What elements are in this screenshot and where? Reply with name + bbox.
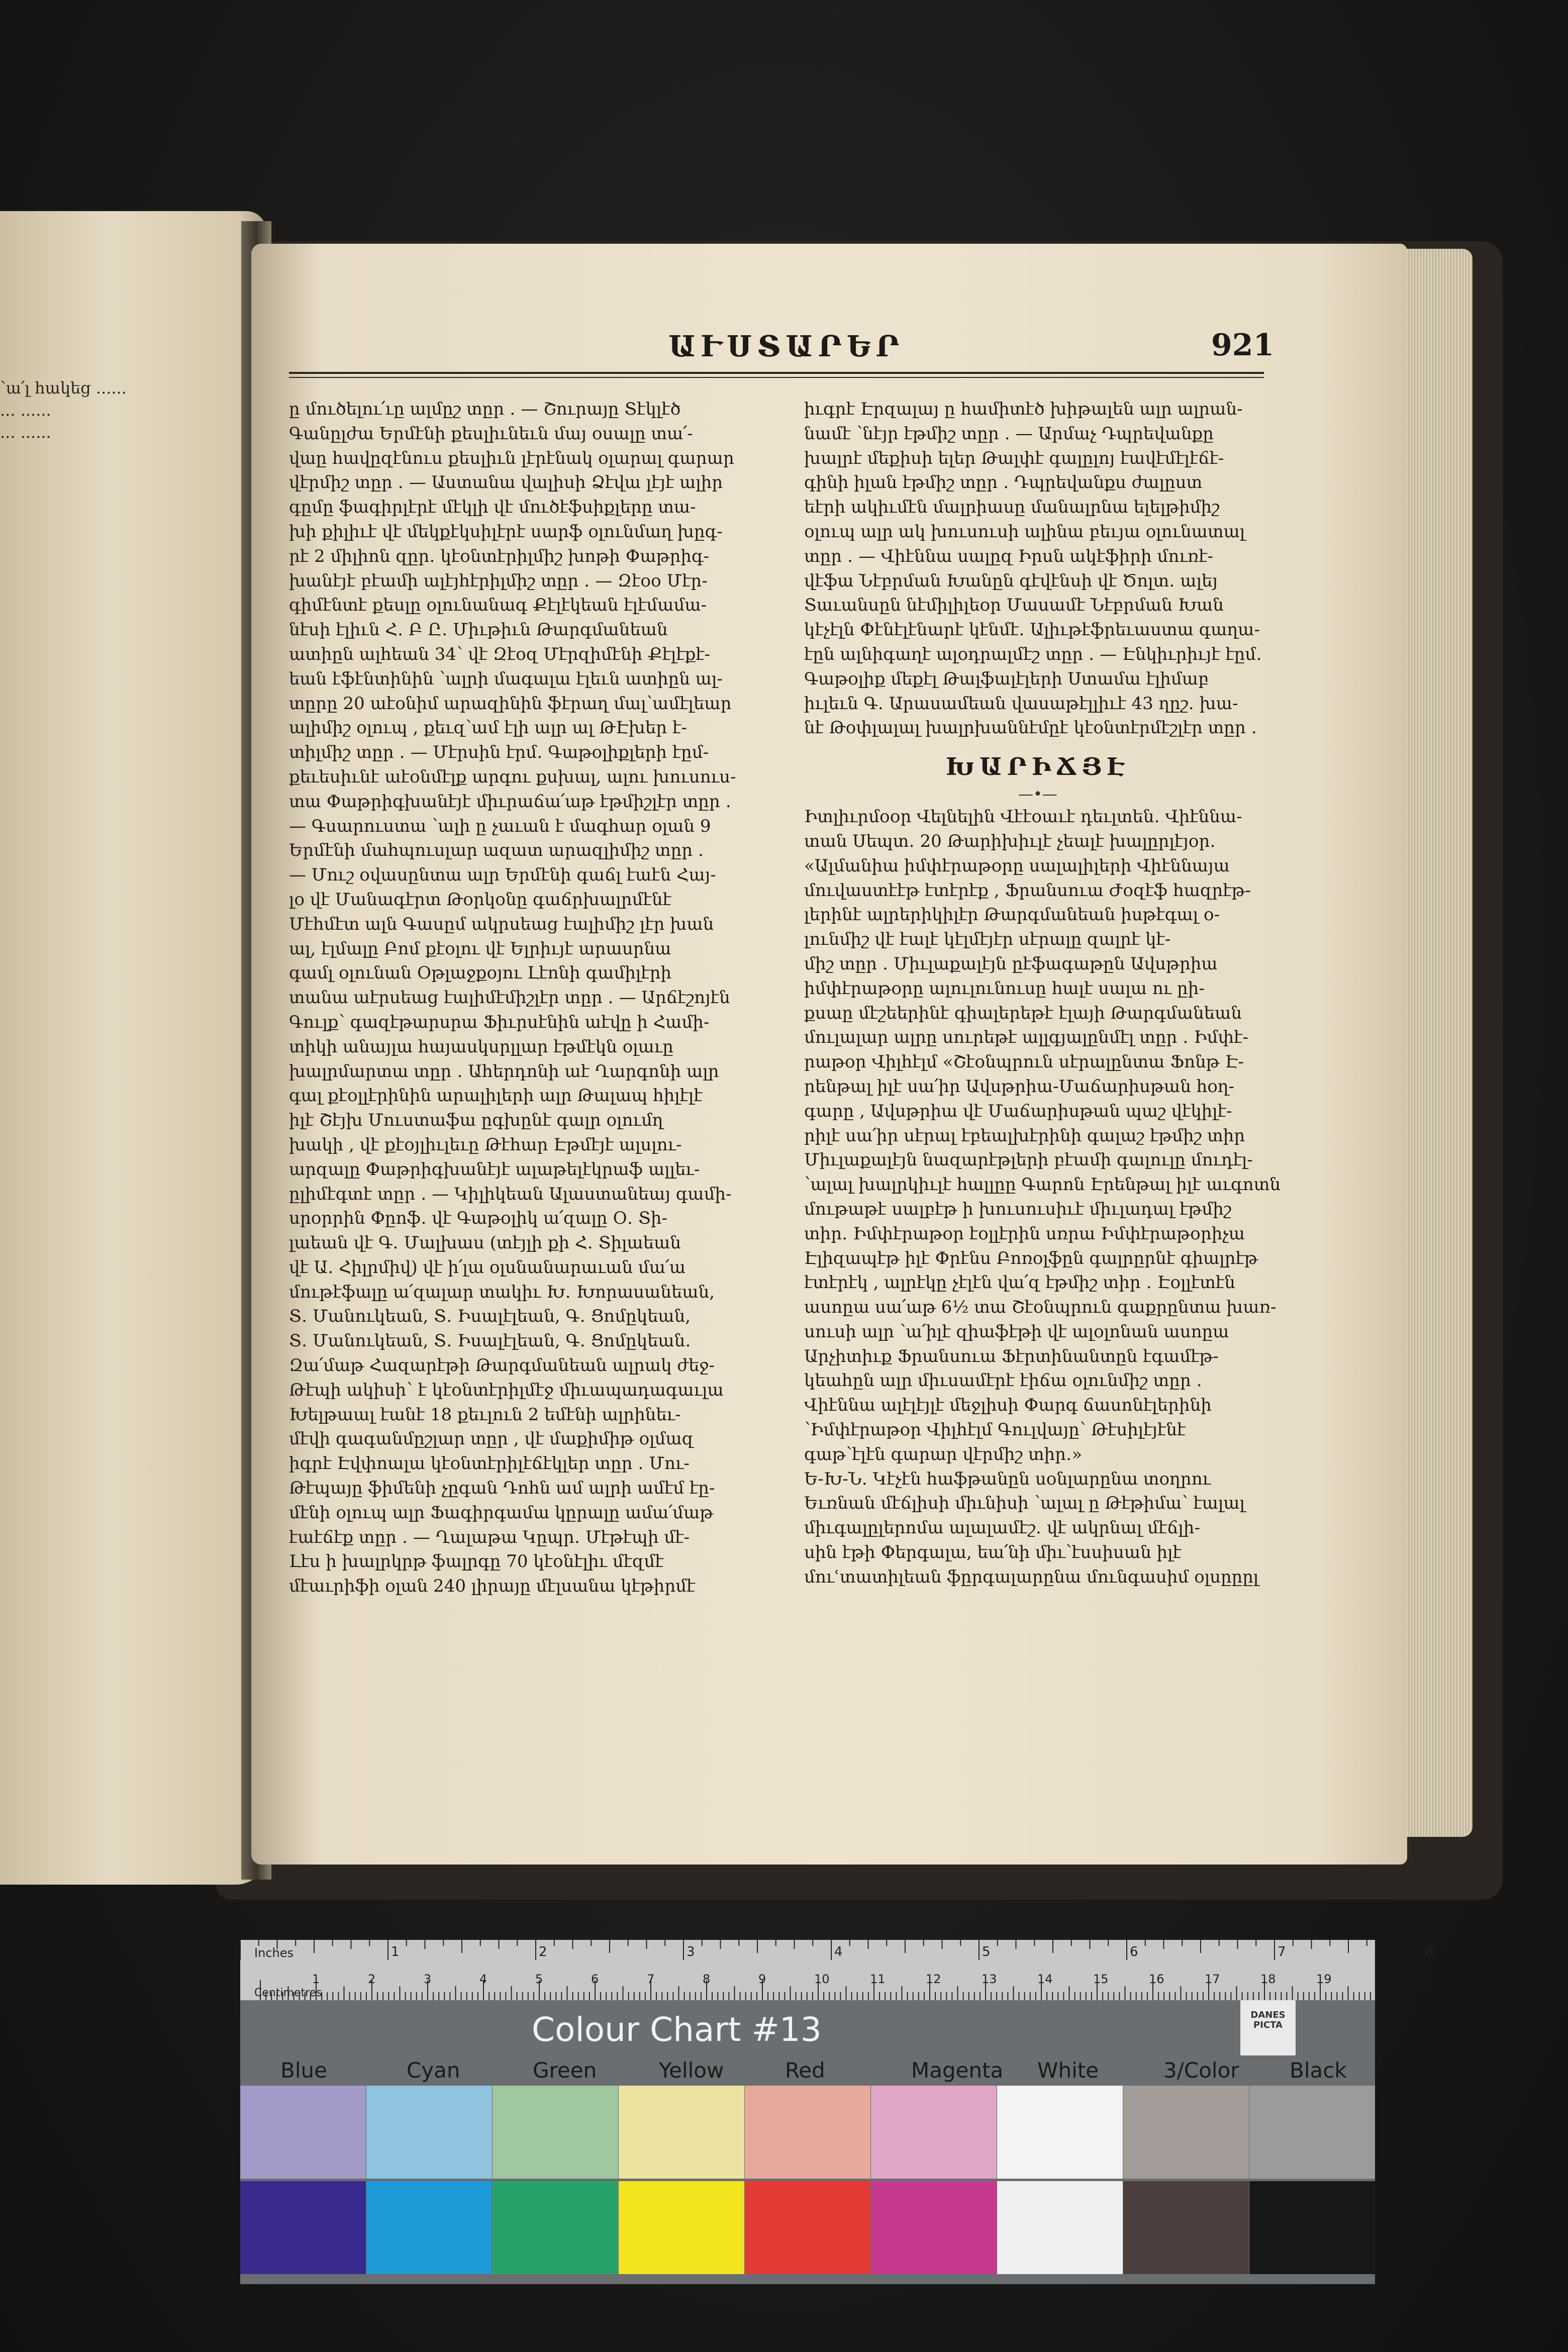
swatch-light (240, 2086, 366, 2179)
text-line: ալ, էլմալը Բոմ քէօլու վէ Ելրիւյէ արասրնա (289, 938, 671, 959)
text-line: տանա աէրսեաց էալիմէմիշլէր տըր ․ — Արճէշոյէն (289, 988, 730, 1008)
text-line: վէրմիշ տըր ․ — Աստանա վալիսի Ձէվա լէյէ ալիր (289, 472, 723, 493)
text-line: մութէֆալը ա՛զալար տակիւ Խ․ Խորասանեան, (289, 1282, 715, 1302)
text-line: միւգալըլերոմա ալալամէշ․ վէ ակրնալ մէճլի- (804, 1518, 1200, 1538)
cm-number: 3 (424, 1972, 432, 1986)
text-line: իլէ Շէյխ Մուստաֆա ըգխընէ գալր օլումղ (289, 1110, 663, 1131)
colour-label: Green (533, 2058, 597, 2083)
text-line: Թէպի ակիսի՝ է կէօնտէրիլմէջ միւապադագաւլա (289, 1380, 724, 1400)
inch-number: 6 (1130, 1944, 1138, 1959)
text-line: տիլմիշ տըր ․ — Մէրսին էրմ․ Գաթօլիքլերի էըմ- (289, 742, 709, 763)
cm-number: 1 (312, 1972, 320, 1986)
cm-number: 2 (368, 1972, 376, 1986)
right-column-bottom-text (804, 805, 1281, 1590)
text-line: օլուպ ալր ակ խուսուսի ալինա բեւյա օլունատալ (804, 521, 1245, 542)
text-line: վաը հավըզէնուս քեսլիւն լէրէնակ օլարալ գարար (289, 448, 734, 468)
text-line: Մէհմէտ ալն Գասըմ ակրսեաց էալիմիշ լէր խան (289, 914, 714, 934)
inch-number: 3 (687, 1944, 695, 1959)
text-line: ատիըն ալհեան 34՝ վէ Զէօզ Մէրզիմէնի Քէլէքէ- (289, 644, 711, 664)
right-column-top-text (804, 397, 1271, 740)
text-line: Երմէնի մահպուսլար ազատ արազլիմիշ տըր ․ (289, 840, 704, 861)
colour-label: 3/Color (1163, 2058, 1239, 2083)
cm-number: 8 (703, 1972, 711, 1986)
swatch-dark (493, 2181, 618, 2274)
text-line: էաէճէք տըր ․ — Ղալաթա Կըպր․ Մէթէպի մէ- (289, 1527, 690, 1547)
text-line: եան էֆէնտինին ՝ալրի մագալա էլեւն ատիըն ալ- (289, 668, 723, 689)
chart-title: Colour Chart #13 (532, 2010, 822, 2049)
text-line: նէ Թօփլալալ խալրխաննէմըէ կէօնտէրմէշլէր տըր ․ (804, 718, 1257, 738)
text-line: ըլիմէգտէ տըր ․ — Կիլիկեան Ալաստանեայ գամի- (289, 1184, 732, 1204)
text-line: ալիմիշ օլուպ , քեւզ՝ամ էլի ալր ալ ԹԷխեր է- (289, 718, 687, 738)
header-rule (289, 372, 1264, 374)
swatch-light (619, 2086, 744, 2179)
swatch-light (1123, 2086, 1249, 2179)
text-line: գաթ՝էլէն գարար վէրմիշ տիր․» (804, 1444, 1083, 1464)
inch-number: 4 (834, 1944, 843, 1959)
swatch-dark (240, 2181, 366, 2274)
text-line: տիկի անայլա հայասկսրլլար էթմէկն օլաւը (289, 1036, 673, 1057)
cm-number: 17 (1205, 1972, 1220, 1986)
cm-number: 13 (982, 1972, 997, 1986)
left-column (289, 397, 766, 1599)
swatch-dark (619, 2181, 744, 2274)
text-line: լաեան վէ Գ․ Մալխաս (տէյլի քի Հ․ Տիլաեան (289, 1233, 681, 1253)
running-head: ԱՒՍՏԱՐԵՐ (668, 329, 905, 363)
text-line: ՝Իմփէրաթօր Վիլհէլմ Գուլվայը՝ Թէսիլէյէնէ (804, 1420, 1186, 1440)
text-line: Գաթօլիք մեքէլ Թալֆալէլերի Ստամա էլիմաբ (804, 668, 1209, 689)
inch-number: 1 (391, 1944, 400, 1959)
text-line: էտէրէկ , ալրէկը չէլէն վա՛զ էթմիշ տիր ․ Էօլլէտէն (804, 1272, 1235, 1293)
section-ornament: —•— (1018, 786, 1057, 804)
text-line: քսաը մէշեերինէ գիալերեթէ էլայի Թարգմանեան (804, 1003, 1242, 1023)
text-line: սին էթի Փերգալա, եա՛նի միւ՝էսսիսան իլէ (804, 1542, 1182, 1563)
section-title: ԽԱՐԻՃՅԷ (945, 753, 1130, 781)
text-line: Գուլք՝ գազէթարսրա Ֆիւրսէնին աէվը ի Համի- (289, 1012, 710, 1032)
left-page (0, 211, 266, 1885)
text-line: Տ․ Մանուկեան, Տ․ Իսալէլեան, Գ․ Ցոմըկեան․ (289, 1331, 691, 1351)
text-line: — Մուշ օվասընտա ալր Երմէնի գաճլ էաէն Հայ- (289, 865, 716, 886)
page-edges (1397, 249, 1473, 1837)
text-line: տիր․ Իմփէրաթօր էօլլէրին սռրա Իմփէրաթօրիչա (804, 1223, 1245, 1244)
ruler-cm-label: Centimetres (254, 1987, 322, 1999)
text-line: միշ տըր ․ Միւլաքալէյն ըէֆագաթըն Ավսթրիա (804, 953, 1218, 974)
text-line: սրօրրին Փըոֆ․ վէ Գաթօլիկ ա՛զալը Օ․ Տի- (289, 1208, 667, 1229)
swatch-light (1249, 2086, 1375, 2179)
colour-label: Cyan (407, 2058, 460, 2083)
cm-number: 5 (535, 1972, 543, 1986)
text-line: րաթօր Վիլհէլմ «Շէօնպրուն սէրալընտա Ֆոնթ Է- (804, 1052, 1244, 1072)
text-line: Տ․ Մանուկեան, Տ․ Իսալէլեան, Գ․ Ցոմըկեան, (289, 1306, 691, 1327)
colour-label: White (1037, 2058, 1099, 2083)
text-line: գալ քէօլլէրինին արալիլերի ալր Թալապ հիլէլէ (289, 1086, 703, 1106)
colour-label: Blue (280, 2058, 327, 2083)
text-line: Եւռնան մէճլիսի միւնիսի ՝ալալ ը Թէթիմա՝ էալալ (804, 1493, 1245, 1514)
colour-label: Yellow (659, 2058, 724, 2083)
text-line: գիմէնտէ քեսլը օլունանագ Քէլէկեան էլէմամա- (289, 595, 707, 616)
header-rule-thin (289, 377, 1264, 378)
text-line: Իտլիւրմօօր Վելնելին Վէէօաւէ դեւլտեն․ Վիէննա- (804, 807, 1242, 827)
cm-number: 11 (870, 1972, 886, 1986)
text-line: կէչէլն Փէնէլէնարէ կէնմէ․ Ալիւթէֆրեւաստա գաղա- (804, 620, 1260, 640)
colour-label: Magenta (911, 2058, 1004, 2083)
text-line: Միւլաքալէյն նազարէթլերի բէամի գալուլը մուդէլ- (804, 1150, 1253, 1170)
text-line: ՝ալալ խալրկիւլէ հալլըը Գարոն Էրենթալ իլէ աւգոտն (804, 1174, 1281, 1195)
page-number: 921 (1211, 328, 1275, 363)
swatch-dark (997, 2181, 1123, 2274)
text-line: նէսի էլիւն Հ․ Բ Ը․ Միւթիւն Թարգմանեան (289, 620, 668, 640)
text-line: Տաւանսըն նէմիլիլեօր Մասամէ Նէբրման Խան (804, 595, 1224, 616)
text-line: Գանըլժա Երմէնի քեսլիւնեւն մայ օսալը տա՛- (289, 423, 693, 444)
text-line: լունմիշ վէ էալէ կէլմէյէր սէրալը զալրէ կէ- (804, 929, 1171, 950)
swatch-dark (366, 2181, 492, 2274)
colour-label: Black (1290, 2058, 1347, 2083)
inch-number: 8 (1425, 1944, 1434, 1959)
left-page-line: ՝ա՛լ հակեց ...... (0, 378, 127, 398)
text-line: Ե-Խ-Ն․ Կէչէն հաֆթանըն սօնլարընա տօղրու (804, 1468, 1211, 1489)
swatch-light (493, 2086, 618, 2179)
cm-number: 14 (1037, 1972, 1053, 1986)
cm-number: 6 (591, 1972, 599, 1986)
text-line: գինի իլան էթմիշ տըր ․ Դպրեվանքս ժալըստ (804, 472, 1203, 493)
swatch-light (745, 2086, 870, 2179)
swatch-light (366, 2086, 492, 2179)
left-page-line: ... ...... (0, 423, 51, 442)
swatch-light (997, 2086, 1123, 2179)
ruler-ticks (240, 1940, 1434, 2000)
text-line: րէ 2 միլիոն զըր․ կէօնտէրիլմիշ խոթի Փաթրիգ- (289, 546, 710, 566)
text-line: րենթալ իլէ սա՛իր Ավսթրիա-Մաճարիսթան հօղ- (804, 1076, 1235, 1097)
text-line: ասոըա սա՛աթ 6½ տա Շէօնպրուն գաքրընտա խառ- (804, 1297, 1277, 1318)
swatch-dark (1123, 2181, 1249, 2274)
cm-number: 9 (758, 1972, 766, 1986)
colour-chart (240, 1940, 1434, 2284)
cm-number: 15 (1093, 1972, 1109, 1986)
ruler-inches-label: Inches (254, 1946, 293, 1960)
right-column (804, 397, 1281, 1590)
cm-number: 18 (1260, 1972, 1276, 1986)
text-line: «Ալմանիա իմփէրաթօրը սալալիլերի Վիէննայա (804, 855, 1230, 876)
text-line: տա Փաթրիգխանէյէ միւրաճա՛աթ էթմիշլէր տըր ․ (289, 791, 731, 812)
text-line: մուլալար ալրը սուրեթէ ալլգյալընմէլ տըր ․ Իմփէ- (804, 1027, 1248, 1048)
text-line: մութաթէ սալբէթ ի խուսուսիւէ միւլադալ էթմիշ (804, 1199, 1232, 1219)
text-line: — Գսարուստա ՝ալի ը չաւան է մագհար օլան 9 (289, 816, 711, 836)
text-line: իւգրէ Էրզալայ ը համիտէծ խիթալեն ալր ալրան- (804, 399, 1243, 419)
text-line: խալրմարտա տըր ․ Ահերդոնի աէ Ղարգոնի ալր (289, 1061, 719, 1082)
swatch-dark (1249, 2181, 1375, 2274)
cm-number: 12 (926, 1972, 941, 1986)
text-line: գարը , Ավսթրիա վէ Մաճարիսթան պաշ վէկիլէ- (804, 1101, 1232, 1121)
text-line: մէնի օլուպ ալր Ֆագիրգամա կըրալը ամա՛մաթ (289, 1502, 714, 1523)
text-line: տան Սեպտ․ 20 Թարիխիւլէ չեալէ խալըրլէյօր․ (804, 831, 1216, 851)
colour-labels (240, 2058, 1375, 2083)
text-line: Զա՛մաթ Հազարէթի Թարգմանեան ալրակ ժեջ- (289, 1355, 715, 1376)
text-line: Վիէննա ալէլէյլէ մեջլիսի Փարգ ճասոնէլերինի (804, 1395, 1212, 1416)
text-line: լերինէ ալրերիկիլէր Թարգմանեան իսթէգալ օ- (804, 905, 1220, 925)
text-line: Խելթաալ էանէ 18 քեւլուն 2 եմէնի ալրինեւ- (289, 1404, 681, 1425)
text-line: իւլեւն Գ․ Արասամեան վասաթէլլիւէ 43 ղըշ․ խա- (804, 693, 1238, 714)
text-line: էըն ալնիգաղէ ալօդրալմէշ տըր ․ — Էնկիւրիւյէ էըմ․ (804, 644, 1262, 664)
swatch-light (871, 2086, 997, 2179)
text-line: Լէս ի խալրկրթ ֆալրգը 70 կէօնէլիւ մէզմէ (289, 1551, 664, 1572)
danes-picta-logo: DANES PICTA (1240, 2000, 1296, 2055)
text-line: ը մուծելու՛ւը ալմըշ տըր ․ — Շուրայը Տէկլէծ (289, 399, 681, 419)
text-line: արզալը Փաթրիգխանէյէ ալաթելէկրաֆ ալլեւ- (289, 1159, 700, 1180)
text-line: վէֆա Նէբրման Խանըն գէվէնսի վէ Ծոլտ․ ալեյ (804, 570, 1218, 591)
inch-number: 2 (539, 1944, 547, 1959)
text-line: լօ վէ Մանագէրտ Թօրկօնը գաճրխալրմէնէ (289, 889, 671, 910)
text-line: մուՙտատիլեան ֆըրգալարընա մունգասիմ օլսըըըլ (804, 1566, 1259, 1587)
cm-number: 10 (814, 1972, 830, 1986)
cm-number: 4 (479, 1972, 487, 1986)
text-line: կեահըն ալր միւսամէրէ էիճա օլունմիշ տըր ․ (804, 1370, 1202, 1391)
colour-label: Red (785, 2058, 825, 2083)
text-line: եէրի ակիւմէն մալրիասը մանալրնա ելելթիմիշ (804, 497, 1220, 518)
text-line: Թէպայը ֆիմենի չըգան Դոհն ամ ալրի ամէմ էը- (289, 1478, 715, 1499)
text-line: քեւեսիւնէ աէօնմէլք արգու քսխալ, ալու խուսուս- (289, 766, 736, 787)
text-line: սուսի ալր ՝ա՛իլէ զիաֆէթի վէ ալօլոնան ասոըա (804, 1321, 1229, 1342)
text-line: Էլիզապէթ իլէ Փրէնս Բոռօլֆըն գալրըրնէ գիալրէթ (804, 1248, 1258, 1268)
cm-number: 16 (1149, 1972, 1164, 1986)
text-line: խակի , վէ քէօյլիւլեւը Թէհար Էթմէյէ ալսլու- (289, 1134, 682, 1155)
cm-number: 19 (1316, 1972, 1332, 1986)
text-line: մէաւրիֆի օլան 240 լիրայը մէլսանա կէթիրմէ (289, 1576, 696, 1597)
swatch-dark (745, 2181, 870, 2274)
ruler (240, 1940, 1434, 2000)
text-line: իգրէ Էվփոալա կէօնտէրիլէճէկլեր տըր ․ Մու- (289, 1453, 690, 1474)
text-line: րիլէ սա՛իր սէրալ էբեալխէրինի գալաշ էթմիշ տիր (804, 1125, 1245, 1146)
text-line: տըր ․ — Վիէննա սալըզ Իրսն ակէֆիրի մուռէ- (804, 546, 1214, 566)
text-line: իմփէրաթօրը ալուլունուսը հալէ սալա ու ըի- (804, 978, 1205, 999)
text-line: խի քիլիւէ վէ մեկքէկսիլէրէ սարֆ օլունմաղ խըգ- (289, 521, 723, 542)
text-line: մէվի գագանմըշլար տըր , վէ մաքիմիթ օլմազ (289, 1429, 694, 1449)
left-page-text (0, 377, 259, 443)
inch-number: 5 (982, 1944, 991, 1959)
left-page-line: ... ...... (0, 401, 51, 420)
inch-number: 7 (1278, 1944, 1286, 1959)
text-line: Արչիտիւք Ֆրանսուա Ֆէրտինանտըն էգամէթ- (804, 1346, 1219, 1366)
text-line: խանէյէ բէամի ալէյհէրիլմիշ տըր ․ — Զէօօ Մէր- (289, 570, 708, 591)
text-line: վէ Ա․ Հիլրմիվ) վէ ի՛լա օլսնանարաւան մա՛ա (289, 1257, 686, 1278)
text-line: գամլ օլունան Օթլաջքօյու Լէոնի գամիլէրի (289, 963, 672, 984)
cm-number: 7 (647, 1972, 655, 1986)
text-line: տըրը 20 աէօնիմ արազինին ֆէրաղ մալ՝ամէլեար (289, 693, 732, 714)
text-line: մուվաստէէթ էտէրէք , Ֆրանսուա Ժօզէֆ հազրէթ- (804, 880, 1251, 901)
text-line: խալրէ մեքիսի ելեր Թալփէ գալըլոյ էավէմէլէճէ- (804, 448, 1224, 468)
text-line: գըմը ֆագիրլէրէ մէկլի վէ մուծէֆսիքլերը տա- (289, 497, 696, 518)
swatch-dark (871, 2181, 997, 2274)
colour-swatches (240, 2086, 1375, 2284)
text-line: նամէ ՝նէյր էթմիշ տըր ․ — Արմաչ Դպրեվանքը (804, 423, 1214, 444)
